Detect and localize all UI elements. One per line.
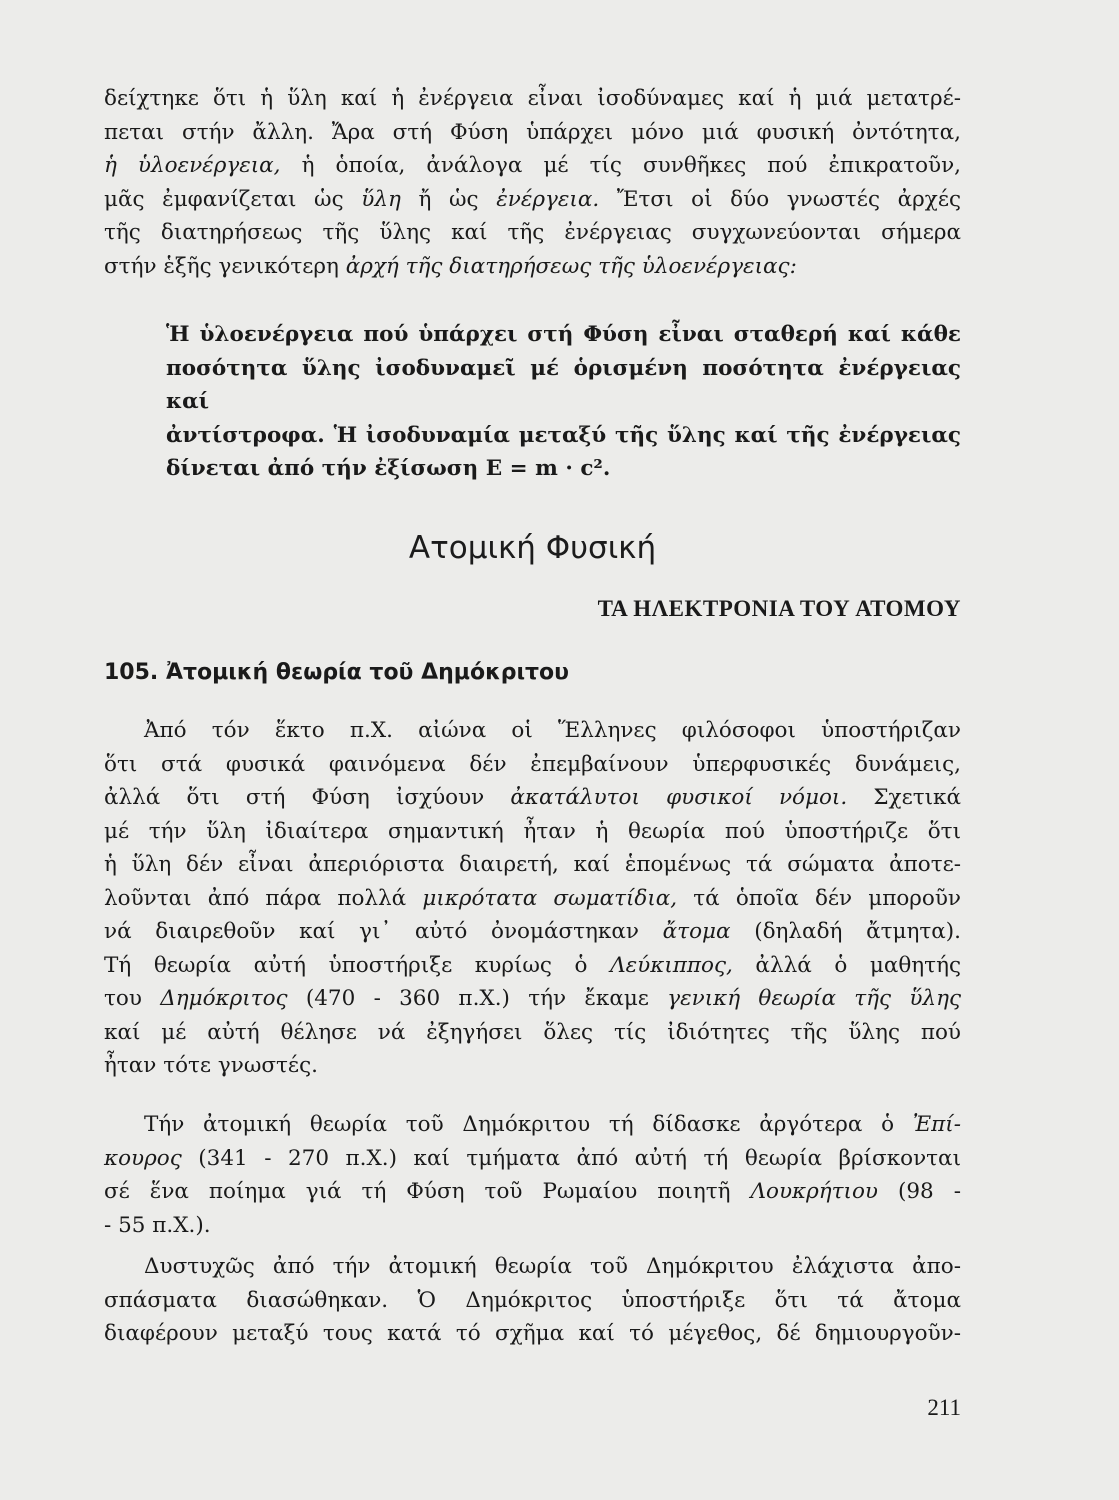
text-line: σπάσματα διασώθηκαν. Ὁ Δημόκριτος ὑποστήριξε ὅτι τά ἄτομα (104, 1287, 961, 1313)
text-line: καί μέ αὐτή θέλησε νά ἐξηγήσει ὅλες τίς ἰδιότητες τῆς ὕλης πού (104, 1019, 961, 1045)
principle-line: ποσότητα ὕλης ἰσοδυναμεῖ μέ ὁρισμένη ποσότητα ἐνέργειας καί (166, 355, 961, 414)
page-number: 211 (927, 1395, 961, 1420)
text-line: - 55 π.Χ.). (104, 1212, 211, 1238)
text-line: μᾶς ἐμφανίζεται ὡς ὕλη ἤ ὡς ἐνέργεια. Ἔτσι οἱ δύο γνωστές ἀρχές (104, 186, 961, 212)
text-line: λοῦνται ἀπό πάρα πολλά μικρότατα σωματίδια, τά ὁποῖα δέν μποροῦν (104, 885, 961, 911)
text-line: ἦταν τότε γνωστές. (104, 1053, 318, 1078)
article-header (104, 660, 961, 685)
text-line: ἡ ὕλη δέν εἶναι ἀπεριόριστα διαιρετή, καί ἑπομένως τά σώματα ἀποτε- (104, 852, 961, 877)
text-line: ἀλλά ὅτι στή Φύση ἰσχύουν ἀκατάλυτοι φυσικοί νόμοι. Σχετικά (104, 785, 961, 810)
text-line: Ἀπό τόν ἕκτο π.Χ. αἰώνα οἱ Ἕλληνες φιλόσοφοι ὑποστήριζαν (144, 718, 961, 743)
text-line: δείχτηκε ὅτι ἡ ὕλη καί ἡ ἐνέργεια εἶναι ἰσοδύναμες καί ἡ μιά μετατρέ- (104, 86, 961, 111)
principle-block (104, 318, 961, 486)
chapter-header (104, 530, 961, 566)
text-line: κουρος (341 - 270 π.Χ.) καί τμήματα ἀπό αὐτή τή θεωρία βρίσκονται (104, 1145, 961, 1171)
paragraph-3 (104, 1250, 961, 1351)
text-line: νά διαιρεθοῦν καί γι᾽ αὐτό ὀνομάστηκαν ἄτομα (δηλαδή ἄτμητα). (104, 919, 961, 944)
section-header (104, 596, 961, 622)
chapter-title: Ατομική Φυσική (408, 530, 657, 566)
text-line: ὅτι στά φυσικά φαινόμενα δέν ἐπεμβαίνουν ὑπερφυσικές δυνάμεις, (104, 751, 961, 777)
text-line: σέ ἕνα ποίημα γιά τή Φύση τοῦ Ρωμαίου ποιητῆ Λουκρήτιου (98 - (104, 1179, 961, 1204)
article-title: 105. Ἀτομική θεωρία τοῦ Δημόκριτου (104, 660, 570, 685)
principle-line: δίνεται ἀπό τήν ἐξίσωση E = m · c². (166, 456, 611, 481)
text-line: ἡ ὑλοενέργεια, ἡ ὁποία, ἀνάλογα μέ τίς συνθῆκες πού ἐπικρατοῦν, (104, 153, 962, 178)
paragraph-2 (104, 1108, 961, 1242)
text-line: πεται στήν ἄλλη. Ἄρα στή Φύση ὑπάρχει μόνο μιά φυσική ὀντότητα, (104, 119, 961, 145)
text-line: διαφέρουν μεταξύ τους κατά τό σχῆμα καί τό μέγεθος, δέ δημιουργοῦν- (104, 1321, 961, 1346)
text-line: Τή θεωρία αὐτή ὑποστήριξε κυρίως ὁ Λεύκιππος, ἀλλά ὁ μαθητής (104, 952, 961, 978)
section-heading: ΤΑ ΗΛΕΚΤΡΟΝΙΑ ΤΟΥ ΑΤΟΜΟΥ (597, 596, 961, 621)
text-line: Τήν ἀτομική θεωρία τοῦ Δημόκριτου τή δίδασκε ἀργότερα ὁ Ἐπί- (144, 1112, 961, 1137)
principle-line: ἀντίστροφα. Ἡ ἰσοδυναμία μεταξύ τῆς ὕλης καί τῆς ἐνέργειας (166, 422, 961, 448)
text-line: στήν ἑξῆς γενικότερη ἀρχή τῆς διατηρήσεως τῆς ὑλοενέργειας: (104, 253, 797, 279)
text-line: τῆς διατηρήσεως τῆς ὕλης καί τῆς ἐνέργειας συγχωνεύονται σήμερα (104, 220, 961, 245)
text-line: του Δημόκριτος (470 - 360 π.Χ.) τήν ἔκαμε γενική θεωρία τῆς ὕλης (104, 986, 961, 1011)
principle-line: Ἡ ὑλοενέργεια πού ὑπάρχει στή Φύση εἶναι σταθερή καί κάθε (166, 322, 961, 347)
paragraph-1 (104, 714, 961, 1083)
top-paragraph (104, 82, 961, 283)
text-line: μέ τήν ὕλη ἰδιαίτερα σημαντική ἦταν ἡ θεωρία πού ὑποστήριζε ὅτι (104, 818, 961, 844)
text-line: Δυστυχῶς ἀπό τήν ἀτομική θεωρία τοῦ Δημόκριτου ἐλάχιστα ἀπο- (144, 1254, 961, 1279)
